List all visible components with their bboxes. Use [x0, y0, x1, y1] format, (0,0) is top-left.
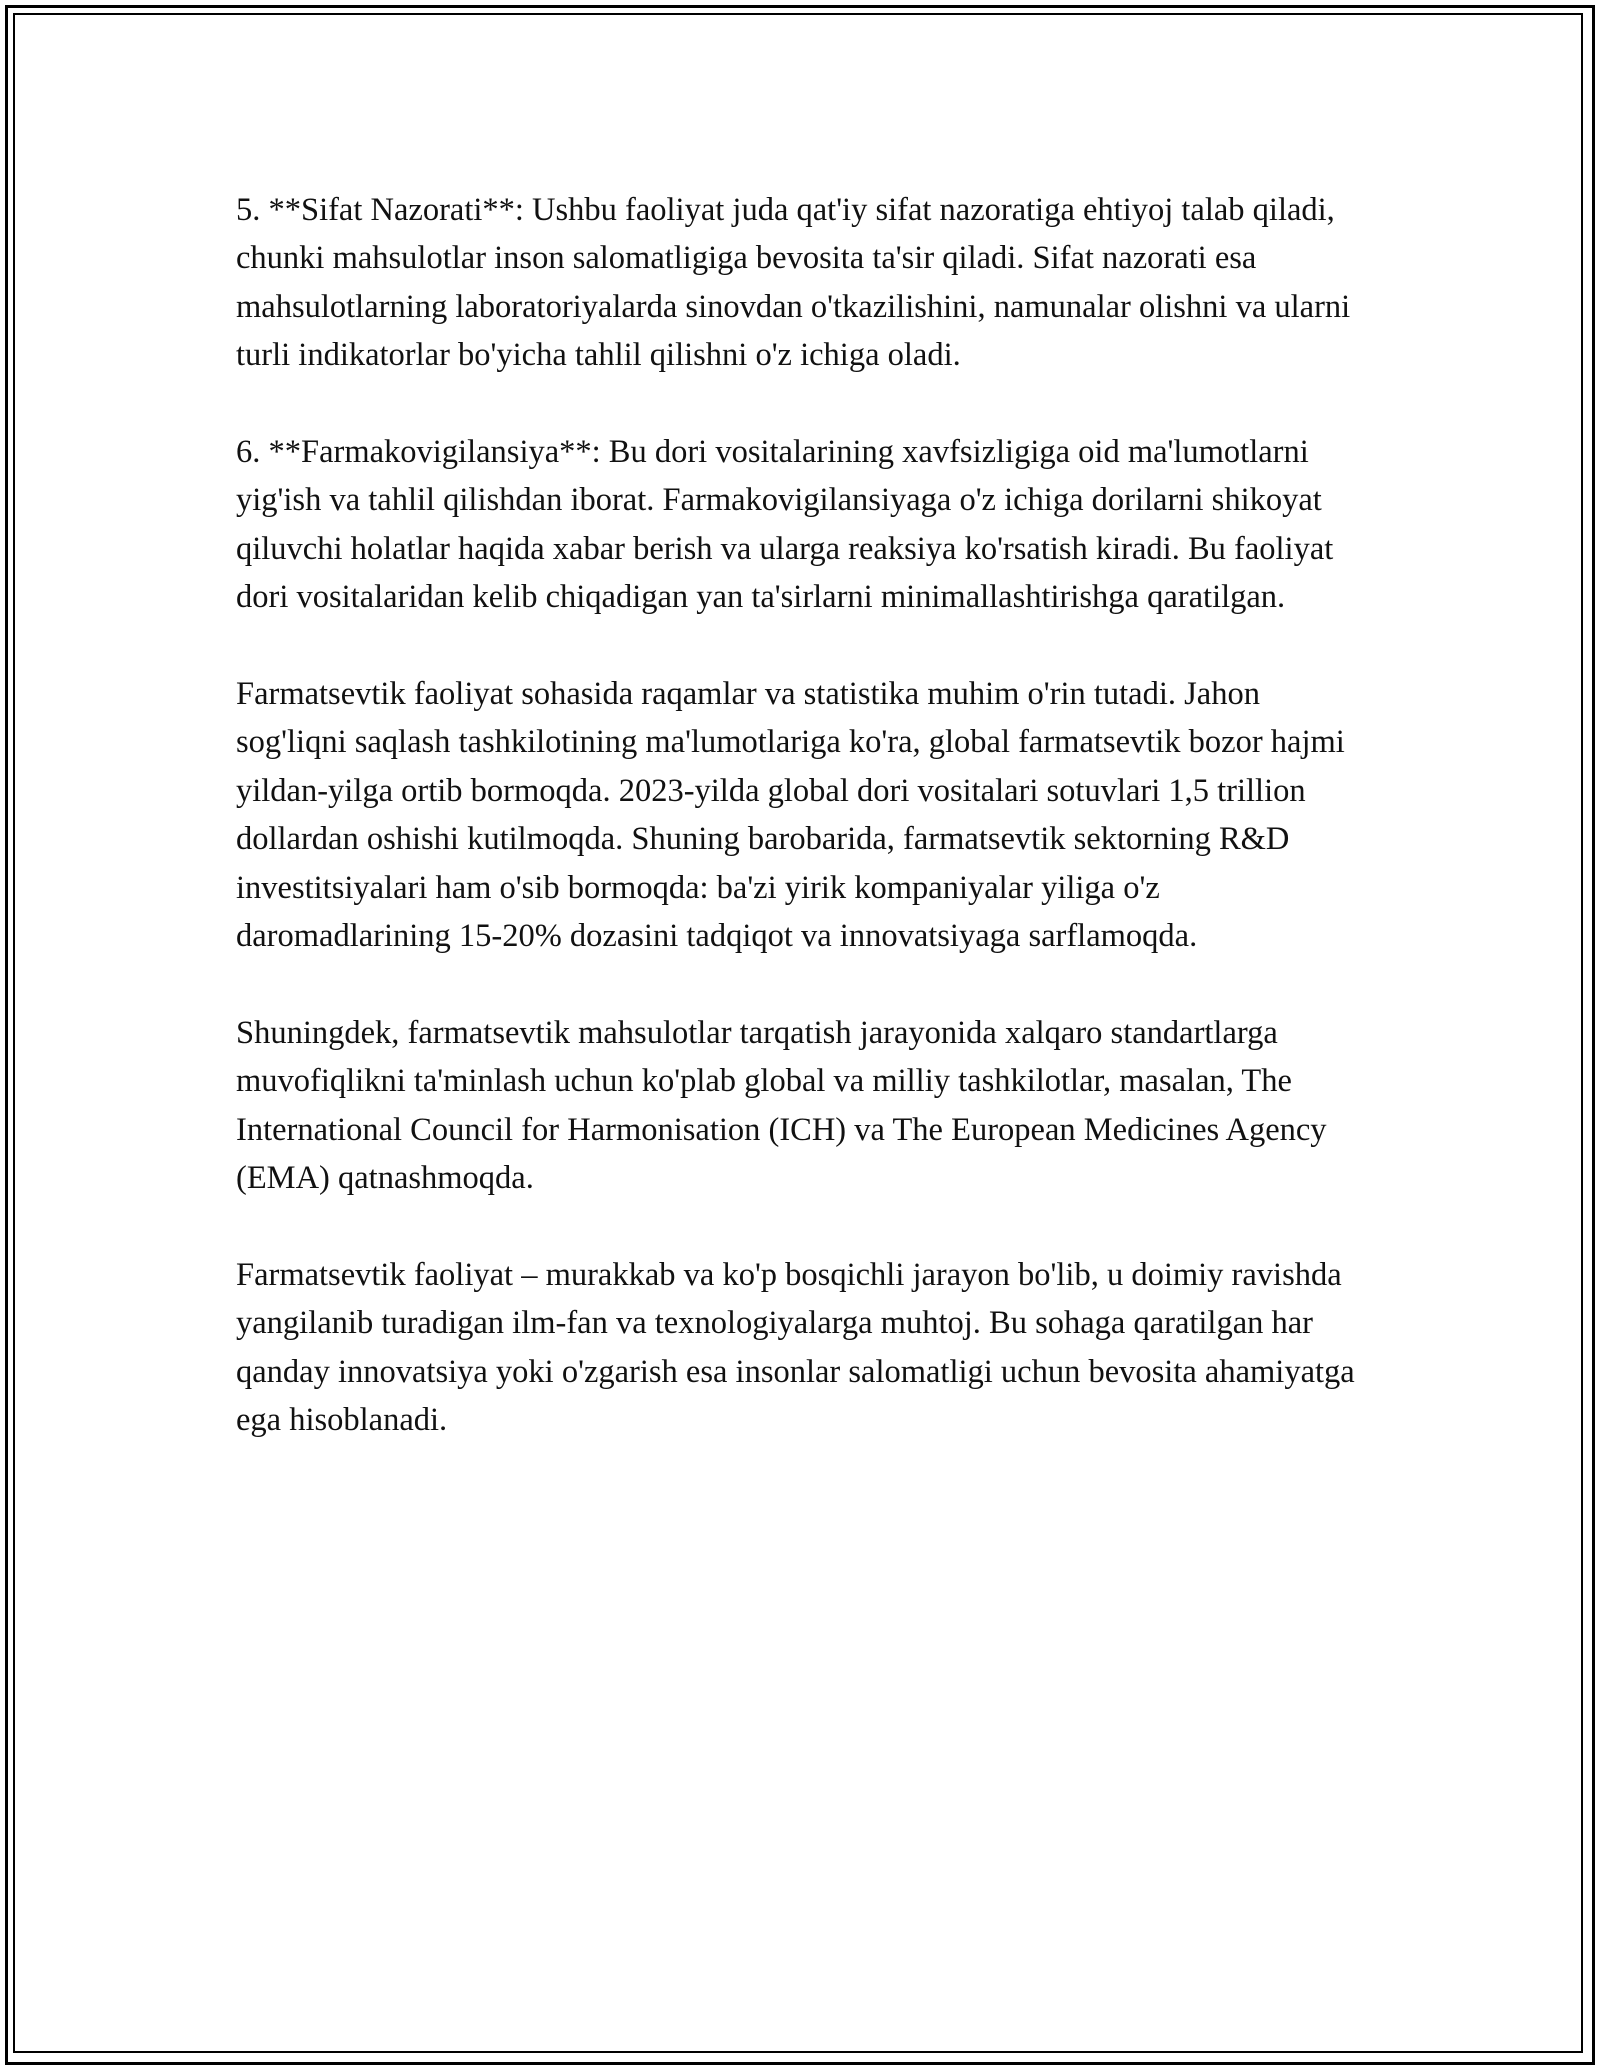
paragraph-statistics: Farmatsevtik faoliyat sohasida raqamlar va statistika muhim o'rin tutadi. Jahon sog'liqni saqlash tashkilotining ma'lumotlariga ko'ra, global farmatsevtik bozor hajmi yildan-yilga ortib bormoqda. 2023-yilda global dori vositalari sotuvlari 1,5 trillion dollardan oshishi kutilmoqda. Shuning barobarida, farmatsevtik sektorning R&D investitsiyalari ham o'sib bormoqda: ba'zi yirik kompaniyalar yiliga o'z daromadlarining 15-20% dozasini tadqiqot va innovatsiyaga sarflamoqda.	[236, 676, 1345, 955]
document-body	[236, 186, 1366, 1493]
paragraph-pharmacovigilance: 6. **Farmakovigilansiya**: Bu dori vositalarining xavfsizligiga oid ma'lumotlarni yig'ish va tahlil qilishdan iborat. Farmakovigilansiyaga o'z ichiga dorilarni shikoyat qiluvchi holatlar haqida xabar berish va ularga reaksiya ko'rsatish kiradi. Bu faoliyat dori vositalaridan kelib chiqadigan yan ta'sirlarni minimallashtirishga qaratilgan.	[236, 434, 1334, 616]
paragraph-quality-control: 5. **Sifat Nazorati**: Ushbu faoliyat juda qat'iy sifat nazoratiga ehtiyoj talab qiladi, chunki mahsulotlar inson salomatligiga bevosita ta'sir qiladi. Sifat nazorati esa mahsulotlarning laboratoriyalarda sinovdan o'tkazilishini, namunalar olishni va ularni turli indikatorlar bo'yicha tahlil qilishni o'z ichiga oladi.	[236, 192, 1351, 374]
paragraph-international-standards: Shuningdek, farmatsevtik mahsulotlar tarqatish jarayonida xalqaro standartlarga muvofiqlikni ta'minlash uchun ko'plab global va milliy tashkilotlar, masalan, The International Council for Harmonisation (ICH) va The European Medicines Agency (EMA) qatnashmoqda.	[236, 1014, 1327, 1197]
paragraph-conclusion: Farmatsevtik faoliyat – murakkab va ko'p bosqichli jarayon bo'lib, u doimiy ravishda yangilanib turadigan ilm-fan va texnologiyalarga muhtoj. Bu sohaga qaratilgan har qanday innovatsiya yoki o'zgarish esa insonlar salomatligi uchun bevosita ahamiyatga ega hisoblanadi.	[236, 1256, 1355, 1439]
